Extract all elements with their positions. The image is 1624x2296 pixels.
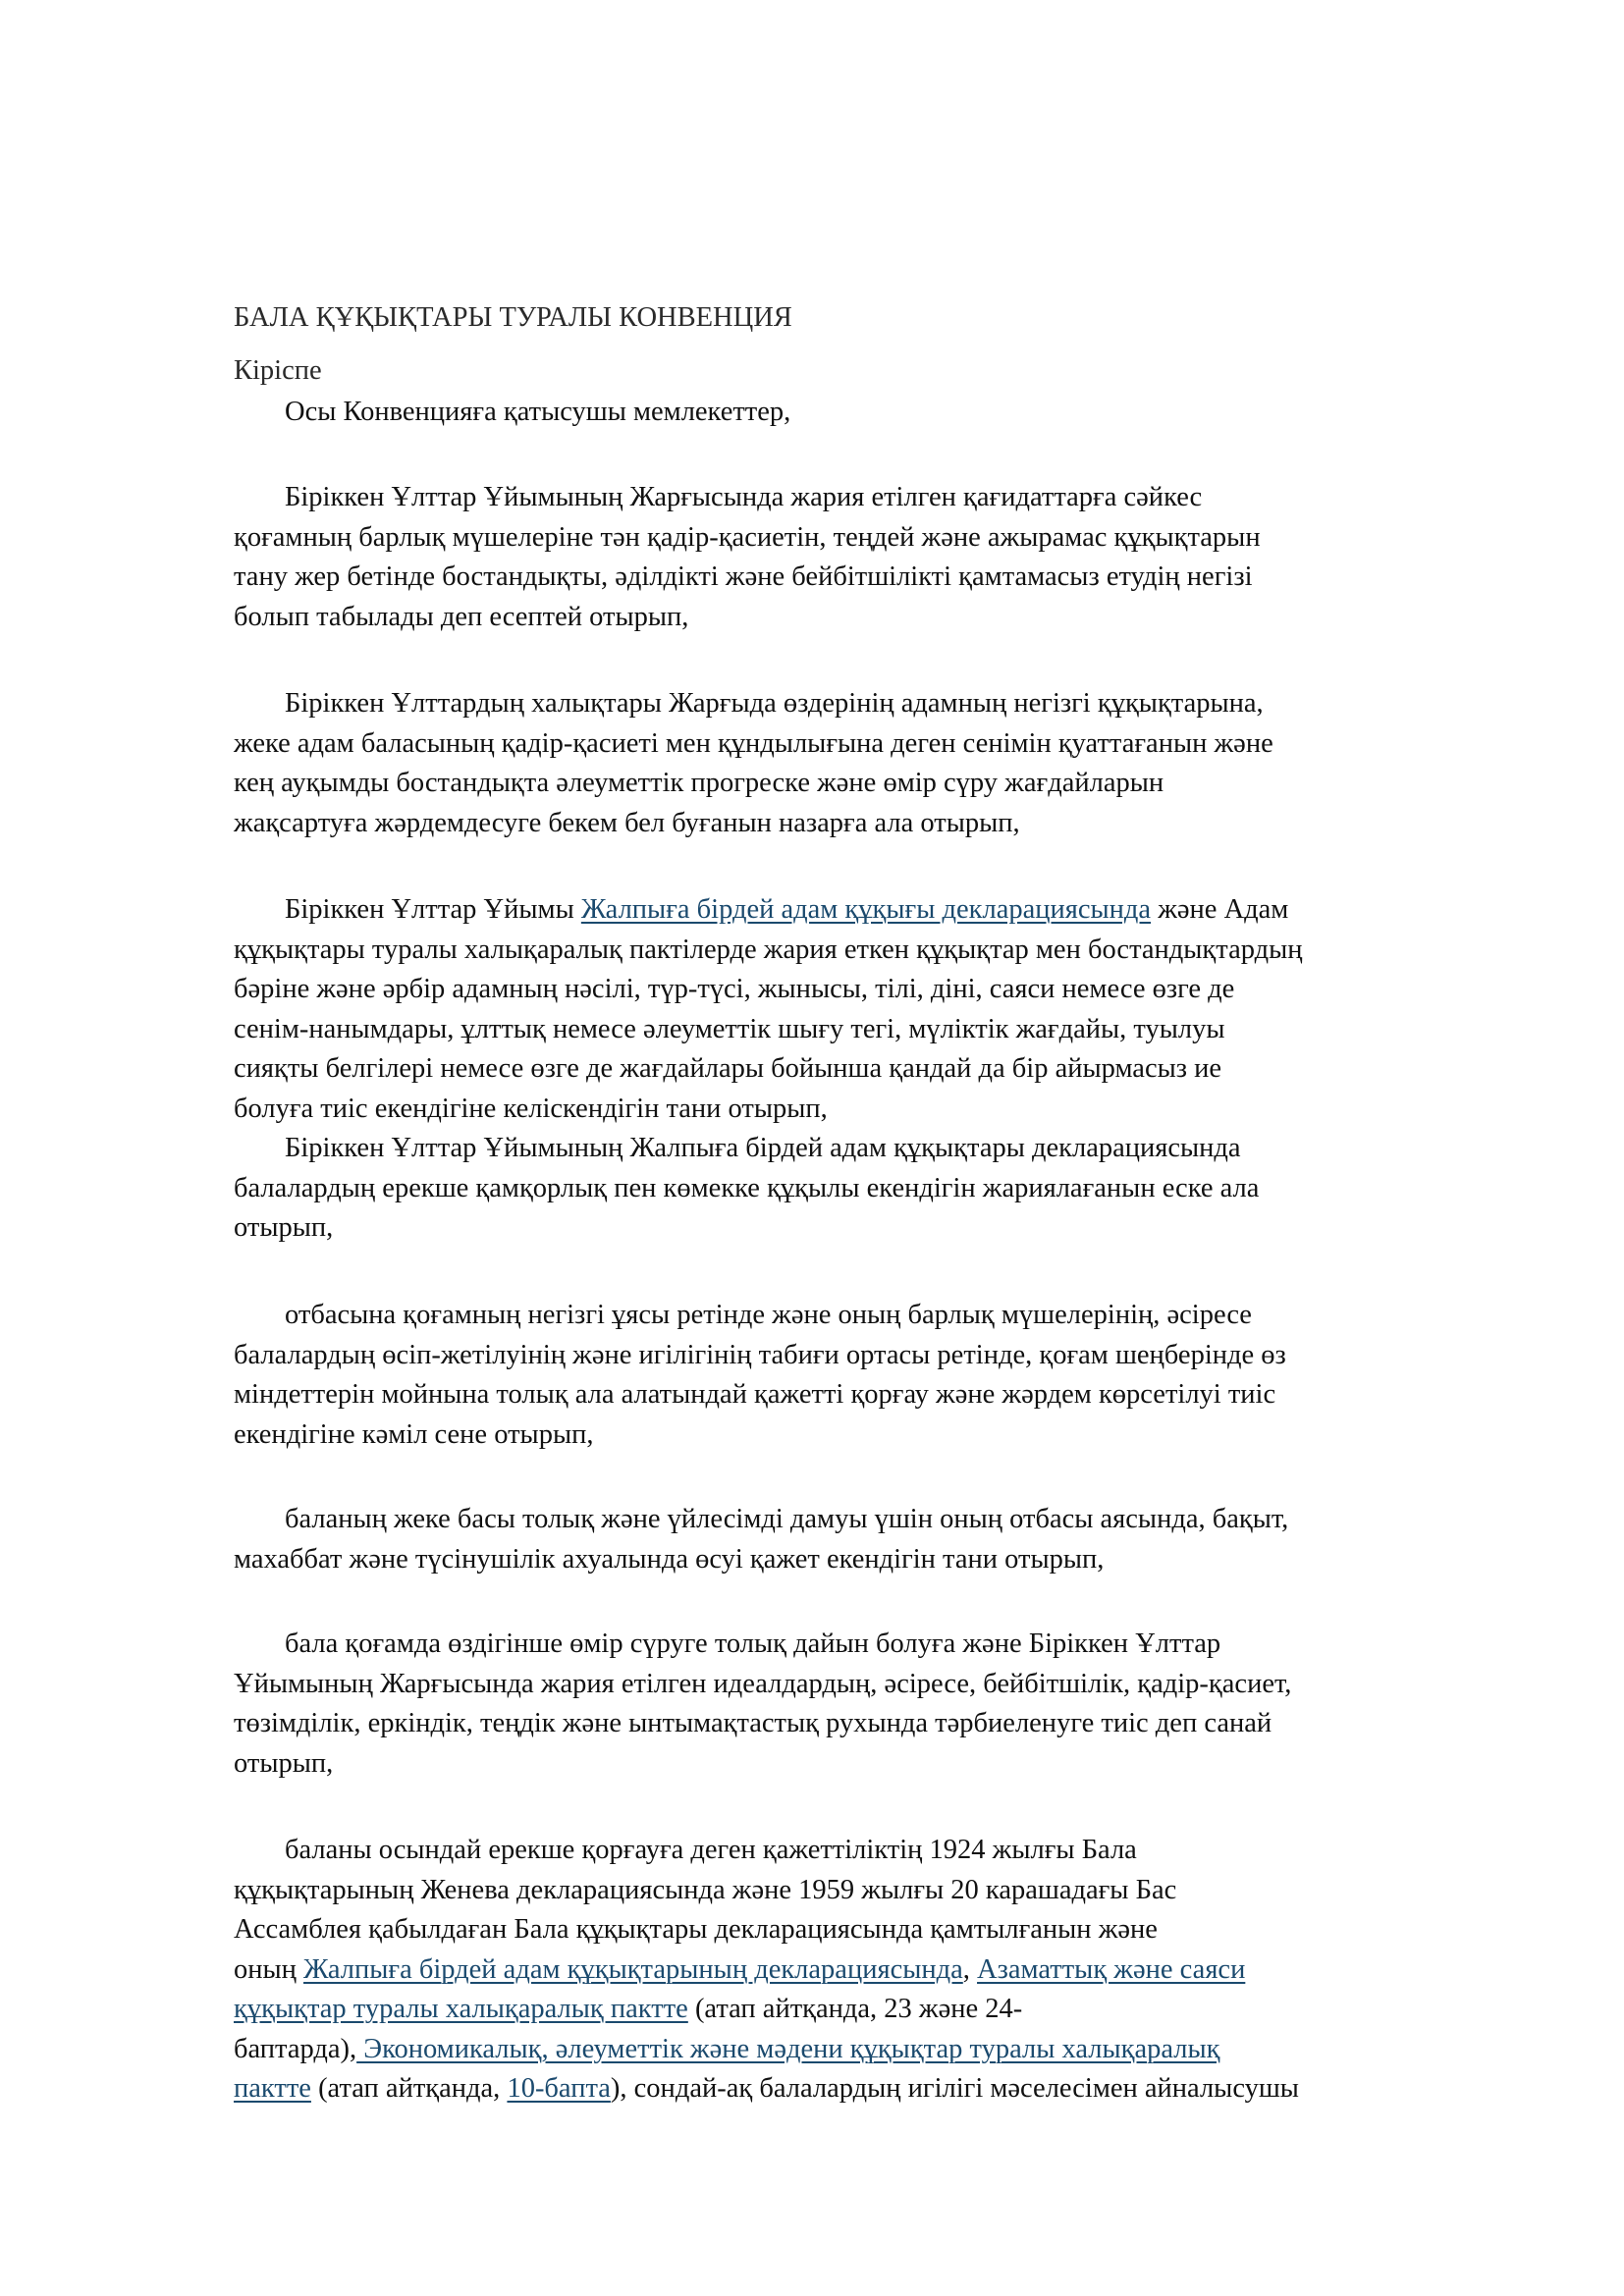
paragraph-2: Біріккен Ұлттардың халықтары Жарғыда өздерінің адамның негізгі құқықтарына, жеке адам баласының қадір-қасиеті мен құндылығына деген сенімін қуаттағанын және кең ауқымды бостандықта әлеуметтік прогреске және өмір сүру жағдайларын жақсартуға жәрдемдесуге бекем бел буғанын назарға ала отырып, — [234, 688, 1273, 838]
link-udhr[interactable]: Жалпыға бірдей адам құқығы декларациясында — [580, 894, 1152, 925]
link-icescr-continued[interactable]: пактте — [234, 2073, 311, 2104]
paragraph-4: Біріккен Ұлттар Ұйымының Жалпыға бірдей адам құқықтары декларациясында балалардың ерекше қамқорлық пен көмекке құқылы екендігін жариялағанын еске ала отырып, — [234, 1133, 1260, 1243]
paragraph-6: баланың жеке басы толық және үйлесімді дамуы үшін оның отбасы аясында, бақыт, махаббат және түсінушілік ахуалында өсуі қажет екендігін тани отырып, — [234, 1504, 1289, 1575]
intro-paragraph: Осы Конвенцияға қатысушы мемлекеттер, — [285, 397, 791, 427]
document-title: БАЛА ҚҰҚЫҚТАРЫ ТУРАЛЫ КОНВЕНЦИЯ — [234, 302, 792, 333]
link-article-10[interactable]: 10-бапта — [507, 2073, 611, 2104]
link-udhr-declaration[interactable]: Жалпыға бірдей адам құқықтарының декларациясында — [303, 1953, 963, 1985]
paragraph-3: Біріккен Ұлттар Ұйымы Жалпыға бірдей адам құқығы декларациясында және Адам құқықтары туралы халықаралық пактілерде жария еткен құқықтар мен бостандықтардың бәріне және әрбір адамның нәсілі, түр-түсі, жынысы, тілі, діні, саяси немесе өзге де сенім-нанымдары, ұлттық немесе әлеуметтік шығу тегі, мүліктік жағдайы, туылуы сияқты белгілері немесе өзге де жағдайлары бойынша қандай да бір айырмасыз ие болуға тиіс екендігіне келіскендігін тани отырып, — [234, 894, 1303, 1124]
link-iccpr-continued[interactable]: құқықтар туралы халықаралық пактте — [234, 1994, 688, 2024]
paragraph-5: отбасына қоғамның негізгі ұясы ретінде және оның барлық мүшелерінің, әсіресе балалардың өсіп-жетілуінің және игілігінің табиғи ортасы ретінде, қоғам шеңберінде өз міндеттерін мойнына толық ала алатындай қажетті қорғау және жәрдем көрсетілуі тиіс екендігіне кәміл сене отырып, — [234, 1300, 1286, 1450]
paragraph-7: бала қоғамда өздігінше өмір сүруге толық дайын болуға және Біріккен Ұлттар Ұйымының Жарғысында жария етілген идеалдардың, әсіресе, бейбітшілік, қадір-қасиет, төзімділік, еркіндік, теңдік және ынтымақтастық рухында тәрбиеленуге тиіс деп санай отырып, — [234, 1629, 1292, 1779]
link-iccpr[interactable]: Азаматтық және саяси — [977, 1953, 1246, 1985]
link-icescr[interactable]: Экономикалық, әлеуметтік және мәдени құқықтар туралы халықаралық — [356, 2033, 1220, 2064]
paragraph-8: баланы осындай ерекше қорғауға деген қажеттіліктің 1924 жылғы Бала құқықтарының Женева декларациясында және 1959 жылғы 20 карашадағы Бас Ассамблея қабылдаған Бала құқықтары декларациясында қамтылғанын және оның Жалпыға бірдей адам құқықтарының декларациясында, Азаматтық және саяси құқықтар туралы халықаралық пактте (атап айтқанда, 23 және 24- баптарда), Экономикалық, әлеуметтік және мәдени құқықтар туралы халықаралық пактте (атап айтқанда, 10-бапта), сондай-ақ балалардың игілігі мәселесімен айналысушы — [234, 1835, 1299, 2104]
section-heading-preamble: Кіріспе — [234, 355, 322, 386]
paragraph-1: Біріккен Ұлттар Ұйымының Жарғысында жария етілген қағидаттарға сәйкес қоғамның барлық мүшелеріне тән қадір-қасиетін, теңдей және ажырамас құқықтарын тану жер бетінде бостандықты, әділдікті және бейбітшілікті қамтамасыз етудің негізі болып табылады деп есептей отырып, — [234, 482, 1261, 632]
